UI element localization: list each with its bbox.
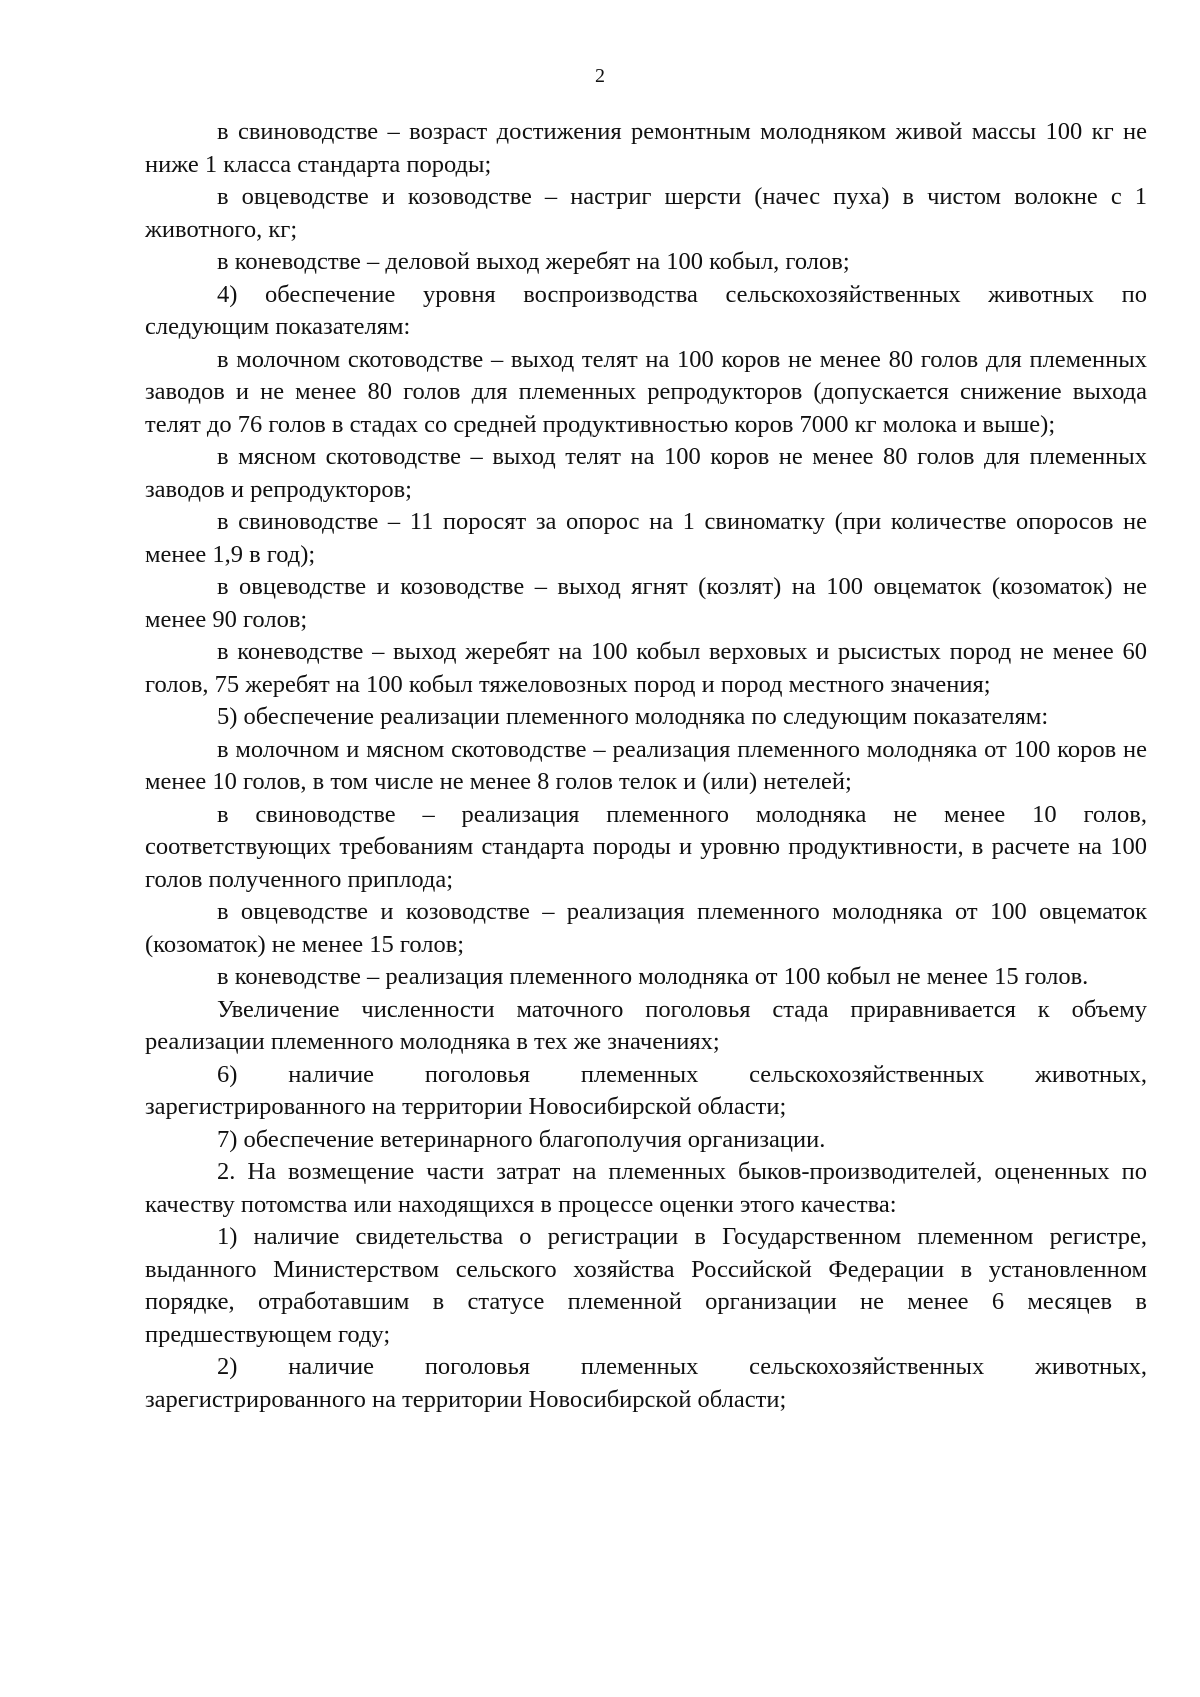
paragraph: 7) обеспечение ветеринарного благополучия организации.: [217, 1125, 826, 1153]
paragraph: 5) обеспечение реализации племенного молодняка по следующим показателям:: [217, 703, 1049, 730]
paragraph: 2. На возмещение части затрат на племенных быков-производителей, оцененных по качеству потомства или находящихся в процессе оценки этого качества:: [145, 1158, 1147, 1218]
paragraph: в свиноводстве – 11 поросят за опорос на 1 свиноматку (при количестве опоросов не менее 1,9 в год);: [145, 508, 1147, 568]
paragraph: в коневодстве – деловой выход жеребят на 100 кобыл, голов;: [217, 248, 850, 275]
paragraph: в свиноводстве – возраст достижения ремонтным молодняком живой массы 100 кг не ниже 1 класса стандарта породы;: [145, 118, 1147, 178]
paragraph: в молочном скотоводстве – выход телят на 100 коров не менее 80 голов для племенных заводов и не менее 80 голов для племенных репродукторов (допускается снижение выхода телят до 76 голов в стадах со средней продуктивностью коров 7000 кг молока и выше);: [145, 345, 1147, 438]
paragraph: в овцеводстве и козоводстве – реализация племенного молодняка от 100 овцематок (козоматок) не менее 15 голов;: [145, 898, 1147, 958]
page-number: 2: [595, 65, 605, 87]
paragraph: 6) наличие поголовья племенных сельскохозяйственных животных, зарегистрированного на территории Новосибирской области;: [145, 1060, 1147, 1120]
paragraph: в коневодстве – выход жеребят на 100 кобыл верховых и рысистых пород не менее 60 голов, 75 жеребят на 100 кобыл тяжеловозных пород и пород местного значения;: [145, 638, 1147, 698]
paragraph: в овцеводстве и козоводстве – настриг шерсти (начес пуха) в чистом волокне с 1 животного, кг;: [145, 183, 1147, 243]
paragraph: 1) наличие свидетельства о регистрации в Государственном племенном регистре, выданного Министерством сельского хозяйства Российской Федерации в установленном порядке, отработавшим в статусе племенной организации не менее 6 месяцев в предшествующем году;: [145, 1223, 1147, 1348]
paragraph: в овцеводстве и козоводстве – выход ягнят (козлят) на 100 овцематок (козоматок) не менее 90 голов;: [145, 573, 1147, 633]
paragraph: в коневодстве – реализация племенного молодняка от 100 кобыл не менее 15 голов.: [217, 963, 1089, 990]
paragraph: 2) наличие поголовья племенных сельскохозяйственных животных, зарегистрированного на территории Новосибирской области;: [145, 1353, 1147, 1413]
paragraph: в молочном и мясном скотоводстве – реализация племенного молодняка от 100 коров не менее 10 голов, в том числе не менее 8 голов телок и (или) нетелей;: [145, 735, 1147, 795]
paragraph: в свиноводстве – реализация племенного молодняка не менее 10 голов, соответствующих требованиям стандарта породы и уровню продуктивности, в расчете на 100 голов полученного приплода;: [145, 800, 1147, 893]
paragraph: 4) обеспечение уровня воспроизводства сельскохозяйственных животных по следующим показателям:: [145, 280, 1147, 340]
paragraph: в мясном скотоводстве – выход телят на 100 коров не менее 80 голов для племенных заводов и репродукторов;: [145, 443, 1147, 503]
paragraph: Увеличение численности маточного поголовья стада приравнивается к объему реализации племенного молодняка в тех же значениях;: [145, 995, 1147, 1055]
document-body: [145, 116, 1147, 1416]
